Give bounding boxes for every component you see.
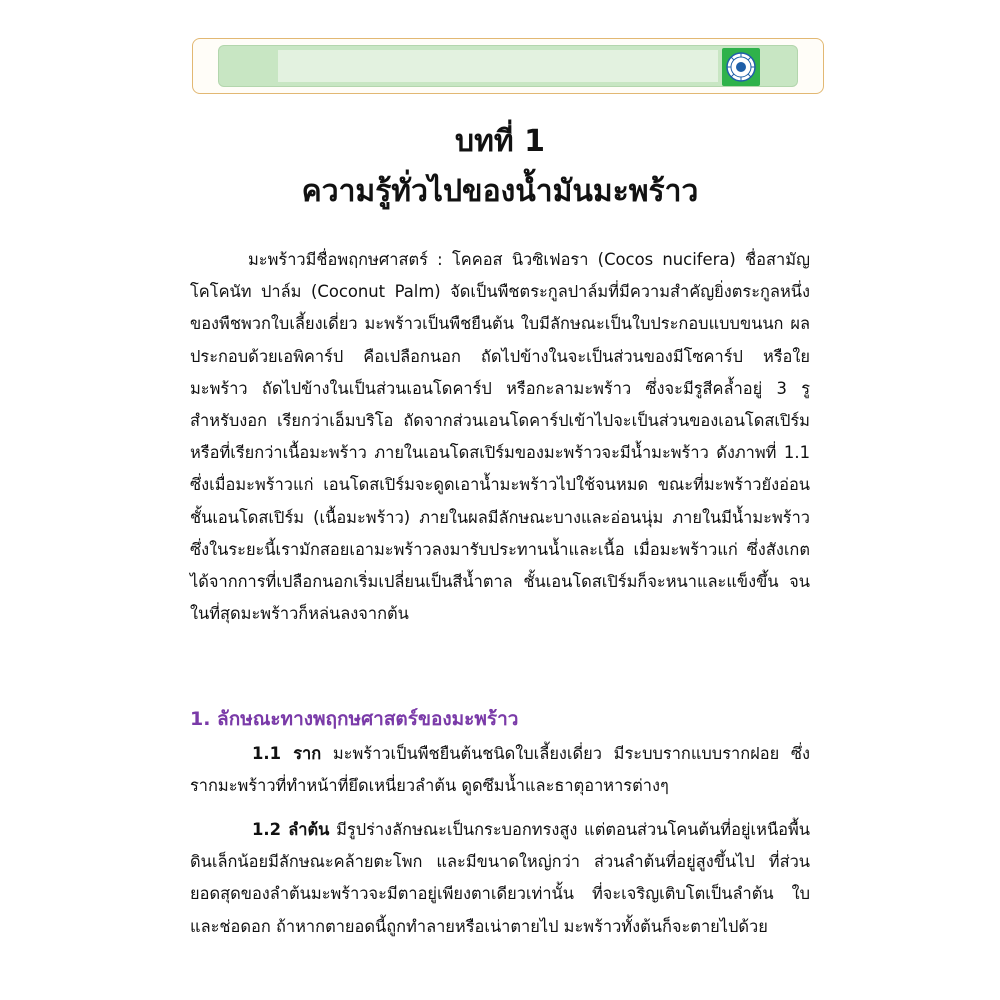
subsection-text: มะพร้าวเป็นพืชยืนต้นชนิดใบเลี้ยงเดี่ยว มีระบบรากแบบรากฝอย ซึ่งรากมะพร้าวที่ทำหน้าที่ยึดเหนี่ยวลำต้น ดูดซึมน้ำและธาตุอาหารต่างๆ	[190, 744, 810, 796]
section-heading: 1. ลักษณะทางพฤกษศาสตร์ของมะพร้าว	[190, 708, 519, 730]
header-banner-inner	[278, 50, 718, 82]
subsection-text: มีรูปร่างลักษณะเป็นกระบอกทรงสูง แต่ตอนส่วนโคนต้นที่อยู่เหนือพื้นดินเล็กน้อยมีลักษณะคล้ายตะโพก และมีขนาดใหญ่กว่า ส่วนลำต้นที่อยู่สูงขึ้นไป ที่ส่วนยอดสุดของลำต้นมะพร้าวจะมีตาอยู่เพียงตาเดียวเท่านั้น ที่จะเจริญเติบโตเป็นลำต้น ใบ และช่อดอก ถ้าหากตายอดนี้ถูกทำลายหรือเน่าตายไป มะพร้าวทั้งต้นก็จะตายไปด้วย	[190, 820, 810, 936]
university-seal-icon	[722, 48, 760, 86]
subsection-roots	[190, 738, 810, 802]
chapter-title: ความรู้ทั่วไปของน้ำมันมะพร้าว	[301, 174, 699, 209]
subsection-trunk	[190, 814, 810, 943]
subsection-label: 1.2 ลำต้น	[252, 820, 330, 839]
chapter-number: บทที่ 1	[455, 124, 545, 159]
intro-paragraph: มะพร้าวมีชื่อพฤกษศาสตร์ : โคคอส นิวซิเฟอรา (Cocos nucifera) ชื่อสามัญ โคโคนัท ปาล์ม (Coconut Palm) จัดเป็นพืชตระกูลปาล์มที่มีความสำคัญยิ่งตระกูลหนึ่งของพืชพวกใบเลี้ยงเดี่ยว มะพร้าวเป็นพืชยืนต้น ใบมีลักษณะเป็นใบประกอบแบบขนนก ผลประกอบด้วยเอพิคาร์ป คือเปลือกนอก ถัดไปข้างในจะเป็นส่วนของมีโซคาร์ป หรือใยมะพร้าว ถัดไปข้างในเป็นส่วนเอนโดคาร์ป หรือกะลามะพร้าว ซึ่งจะมีรูสีคล้ำอยู่ 3 รู สำหรับงอก เรียกว่าเอ็มบริโอ ถัดจากส่วนเอนโดคาร์ปเข้าไปจะเป็นส่วนของเอนโดสเปิร์ม หรือที่เรียกว่าเนื้อมะพร้าว ภายในเอนโดสเปิร์มของมะพร้าวจะมีน้ำมะพร้าว ดังภาพที่ 1.1 ซึ่งเมื่อมะพร้าวแก่ เอนโดสเปิร์มจะดูดเอาน้ำมะพร้าวไปใช้จนหมด ขณะที่มะพร้าวยังอ่อนชั้นเอนโดสเปิร์ม (เนื้อมะพร้าว) ภายในผลมีลักษณะบางและอ่อนนุ่ม ภายในมีน้ำมะพร้าว ซึ่งในระยะนี้เรามักสอยเอามะพร้าวลงมารับประทานน้ำและเนื้อ เมื่อมะพร้าวแก่ ซึ่งสังเกตได้จากการที่เปลือกนอกเริ่มเปลี่ยนเป็นสีน้ำตาล ชั้นเอนโดสเปิร์มก็จะหนาและแข็งขึ้น จนในที่สุดมะพร้าวก็หล่นลงจากต้น	[190, 250, 810, 624]
subsection-label: 1.1 ราก	[252, 744, 322, 763]
